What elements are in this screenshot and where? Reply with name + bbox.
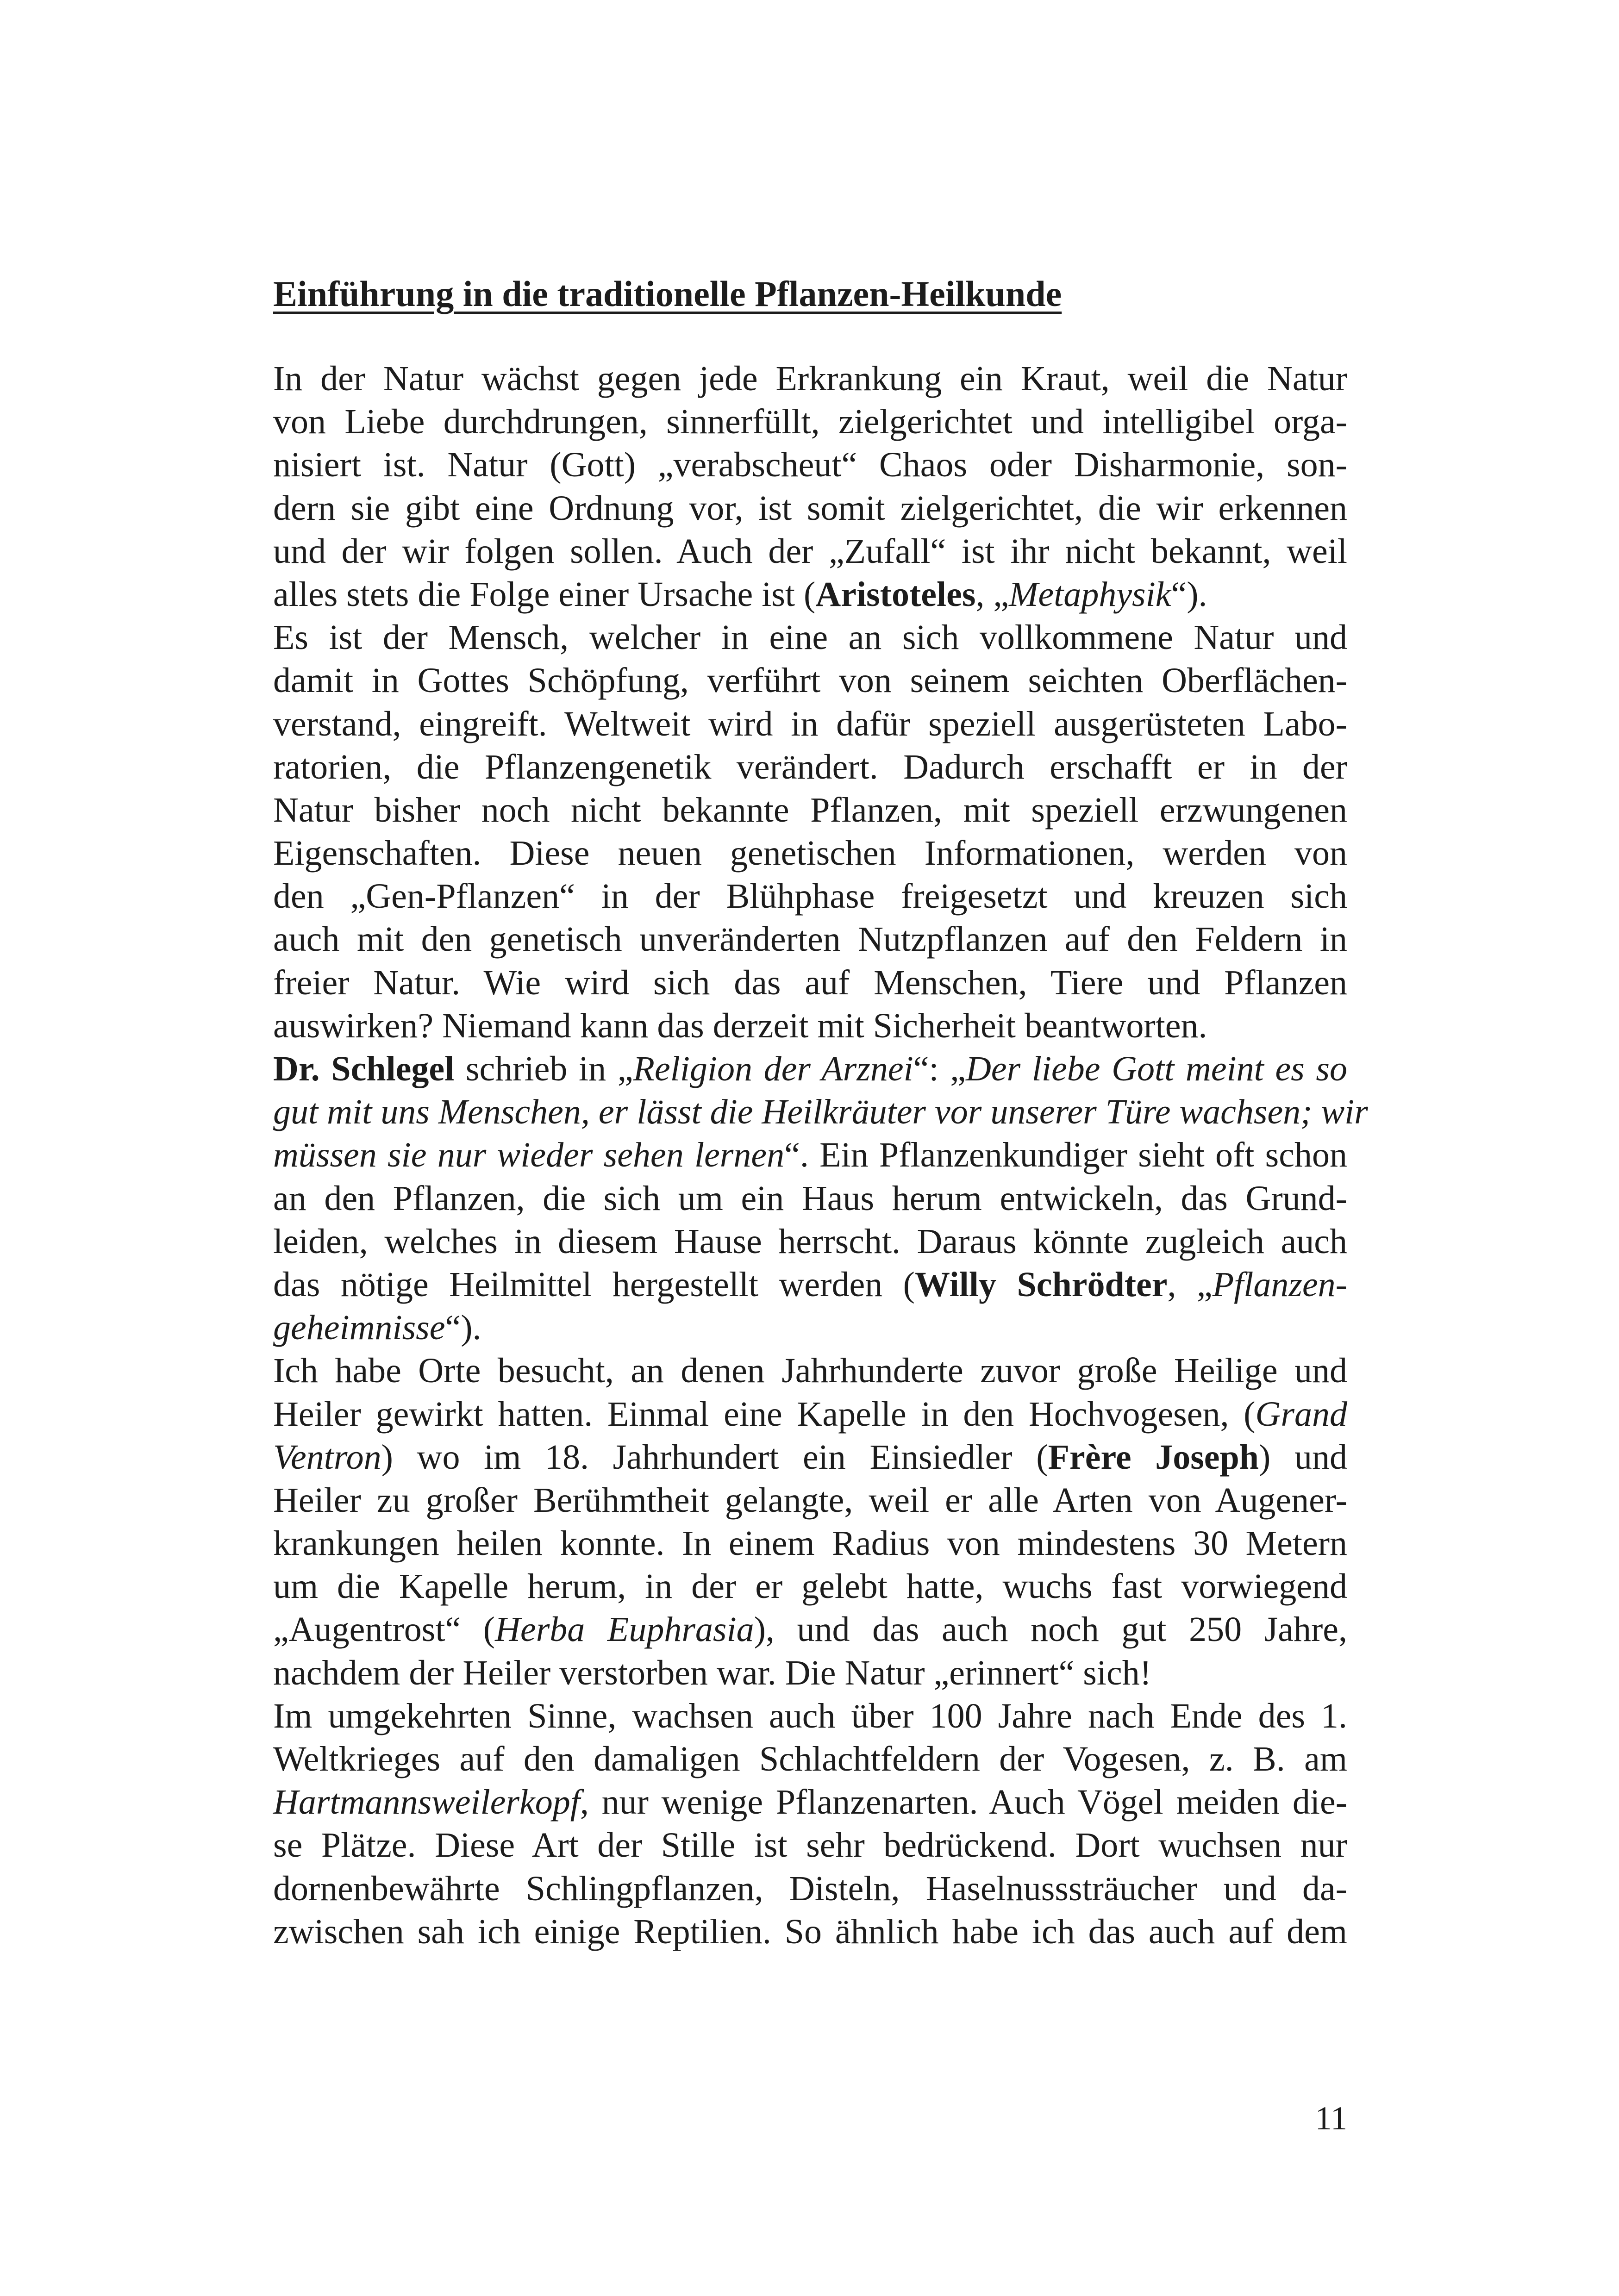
text-line <box>273 961 1347 1004</box>
text-segment: auswirken? Niemand kann das derzeit mit Sicherheit beantworten. <box>273 1006 1207 1045</box>
text-line <box>273 1263 1347 1306</box>
text-line <box>273 1910 1347 1953</box>
text-line <box>273 1048 1347 1091</box>
text-line <box>273 443 1347 487</box>
text-line <box>273 1004 1347 1048</box>
italic-text: gut mit uns Menschen, er lässt die Heilkräuter vor unserer Türe wachsen; wir <box>273 1092 1368 1132</box>
bold-text: Frère Joseph <box>1048 1437 1259 1477</box>
page-heading: Einführung in die traditionelle Pflanzen-Heilkunde <box>273 274 1062 314</box>
text-segment: , „ <box>975 574 1009 614</box>
text-segment: Im umgekehrten Sinne, wachsen auch über 100 Jahre nach Ende des 1. <box>273 1696 1347 1735</box>
text-segment: das nötige Heilmittel hergestellt werden ( <box>273 1265 915 1304</box>
text-line <box>273 400 1347 443</box>
text-line <box>273 1134 1347 1177</box>
italic-text: Grand <box>1255 1394 1347 1434</box>
text-line <box>273 1306 1347 1349</box>
text-segment: se Plätze. Diese Art der Stille ist sehr bedrückend. Dort wuchsen nur <box>273 1826 1347 1865</box>
text-line <box>273 616 1347 659</box>
text-line <box>273 1393 1347 1436</box>
page-number: 11 <box>1315 2100 1347 2137</box>
text-segment: „Augentrost“ ( <box>273 1610 495 1649</box>
text-line <box>273 357 1347 400</box>
text-line <box>273 832 1347 875</box>
text-segment: , nur wenige Pflanzenarten. Auch Vögel meiden die- <box>580 1783 1347 1822</box>
text-line <box>273 1220 1347 1263</box>
text-line <box>273 746 1347 789</box>
text-line <box>273 1695 1347 1738</box>
text-segment: schrieb in „ <box>454 1049 633 1088</box>
text-segment: “: „ <box>913 1049 966 1088</box>
bold-text: Aristoteles <box>815 574 976 614</box>
italic-text: Der liebe Gott meint es so <box>965 1049 1347 1088</box>
italic-text: Ventron <box>273 1437 381 1477</box>
text-segment: und der wir folgen sollen. Auch der „Zufall“ ist ihr nicht bekannt, weil <box>273 531 1347 571</box>
text-segment: auch mit den genetisch unveränderten Nutzpflanzen auf den Feldern in <box>273 920 1347 959</box>
text-line <box>273 1091 1368 1134</box>
text-segment: den „Gen-Pflanzen“ in der Blühphase freigesetzt und kreuzen sich <box>273 877 1347 916</box>
text-segment: Natur bisher noch nicht bekannte Pflanzen, mit speziell erzwungenen <box>273 790 1347 830</box>
text-segment: ), und das auch noch gut 250 Jahre, <box>754 1610 1348 1649</box>
bold-text: Willy Schrödter <box>915 1265 1168 1304</box>
text-segment: Weltkrieges auf den damaligen Schlachtfeldern der Vogesen, z. B. am <box>273 1740 1347 1778</box>
text-segment: ratorien, die Pflanzengenetik verändert. Dadurch erschafft er in der <box>273 747 1347 786</box>
text-segment: Heiler zu großer Berühmtheit gelangte, weil er alle Arten von Augener- <box>273 1480 1347 1520</box>
text-line <box>273 1177 1347 1220</box>
text-line <box>273 1608 1347 1651</box>
text-line <box>273 1565 1347 1608</box>
text-line <box>273 789 1347 832</box>
text-segment: leiden, welches in diesem Hause herrscht. Daraus könnte zugleich auch <box>273 1222 1347 1261</box>
text-line <box>273 1479 1347 1522</box>
text-segment: Es ist der Mensch, welcher in eine an sich vollkommene Natur und <box>273 618 1347 657</box>
text-segment: damit in Gottes Schöpfung, verführt von seinem seichten Oberflächen- <box>273 661 1347 700</box>
text-line <box>273 1522 1347 1565</box>
text-segment: “). <box>445 1308 481 1348</box>
text-segment: verstand, eingreift. Weltweit wird in dafür speziell ausgerüsteten Labo- <box>273 704 1347 743</box>
text-segment: , „ <box>1167 1265 1213 1304</box>
text-line <box>273 703 1347 746</box>
text-line <box>273 573 1347 616</box>
text-segment: Eigenschaften. Diese neuen genetischen Informationen, werden von <box>273 834 1347 873</box>
italic-text: Hartmannsweilerkopf <box>273 1783 580 1822</box>
text-line <box>273 530 1347 573</box>
text-segment: ) wo im 18. Jahrhundert ein Einsiedler ( <box>381 1437 1048 1477</box>
text-segment: ) und <box>1259 1437 1347 1477</box>
bold-text: Dr. Schlegel <box>273 1049 455 1088</box>
text-line <box>273 918 1347 961</box>
text-line <box>273 1781 1347 1824</box>
text-segment: freier Natur. Wie wird sich das auf Menschen, Tiere und Pflanzen <box>273 963 1347 1002</box>
text-segment: alles stets die Folge einer Ursache ist ( <box>273 574 816 614</box>
text-segment: “. Ein Pflanzenkundiger sieht oft schon <box>784 1136 1347 1175</box>
italic-text: Pflanzen- <box>1212 1265 1347 1304</box>
text-segment: dornenbewährte Schlingpflanzen, Disteln, Haselnusssträucher und da- <box>273 1869 1347 1908</box>
text-segment: “). <box>1171 574 1207 614</box>
italic-text: müssen sie nur wieder sehen lernen <box>273 1136 785 1175</box>
text-segment: nisiert ist. Natur (Gott) „verabscheut“ Chaos oder Disharmonie, son- <box>273 445 1347 485</box>
text-line <box>273 1652 1347 1695</box>
text-segment: Ich habe Orte besucht, an denen Jahrhunderte zuvor große Heilige und <box>273 1351 1347 1391</box>
italic-text: geheimnisse <box>273 1308 445 1348</box>
text-line <box>273 875 1347 918</box>
italic-text: Herba Euphrasia <box>495 1610 754 1649</box>
text-segment: dern sie gibt eine Ordnung vor, ist somit zielgerichtet, die wir erkennen <box>273 488 1347 528</box>
text-line <box>273 1738 1347 1781</box>
text-segment: von Liebe durchdrungen, sinnerfüllt, zielgerichtet und intelligibel orga- <box>273 402 1347 442</box>
text-segment: nachdem der Heiler verstorben war. Die Natur „erinnert“ sich! <box>273 1653 1152 1692</box>
text-segment: Heiler gewirkt hatten. Einmal eine Kapelle in den Hochvogesen, ( <box>273 1394 1256 1434</box>
text-line <box>273 1824 1347 1867</box>
text-line <box>273 659 1347 702</box>
text-line <box>273 1867 1347 1910</box>
italic-text: Metaphysik <box>1009 574 1171 614</box>
text-line <box>273 487 1347 530</box>
text-line <box>273 1349 1347 1392</box>
text-segment: an den Pflanzen, die sich um ein Haus herum entwickeln, das Grund- <box>273 1179 1347 1218</box>
text-segment: um die Kapelle herum, in der er gelebt hatte, wuchs fast vorwiegend <box>273 1567 1347 1606</box>
text-line <box>273 1436 1347 1479</box>
text-segment: In der Natur wächst gegen jede Erkrankung ein Kraut, weil die Natur <box>273 359 1347 398</box>
italic-text: Religion der Arznei <box>633 1049 913 1088</box>
text-segment: krankungen heilen konnte. In einem Radius von mindestens 30 Metern <box>273 1524 1347 1563</box>
text-segment: zwischen sah ich einige Reptilien. So ähnlich habe ich das auch auf dem <box>273 1912 1347 1951</box>
body-text <box>273 357 1368 1953</box>
